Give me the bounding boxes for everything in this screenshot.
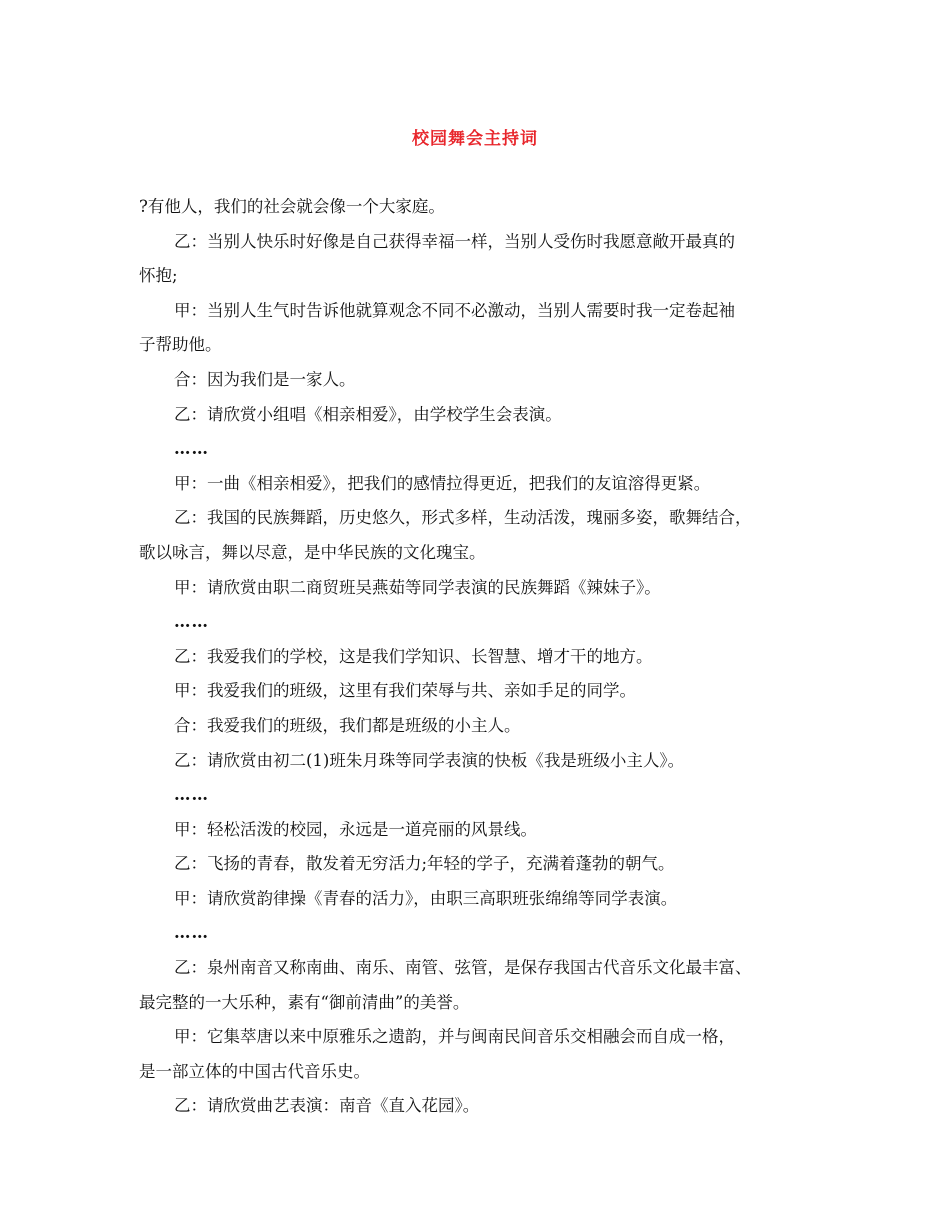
text-line: 甲：我爱我们的班级，这里有我们荣辱与共、亲如手足的同学。 (174, 681, 636, 701)
text-line: 子帮助他。 (139, 335, 222, 355)
ellipsis-line: …… (174, 923, 209, 943)
text-line: 甲：请欣赏韵律操《青春的活力》，由职三高职班张绵绵等同学表演。 (174, 888, 678, 908)
ellipsis-line: …… (174, 439, 209, 459)
text-line: 乙：请欣赏曲艺表演：南音《直入花园》。 (174, 1096, 480, 1116)
text-line: 甲：请欣赏由职二商贸班吴燕茹等同学表演的民族舞蹈《辣妹子》。 (174, 577, 661, 597)
text-line: 合：我爱我们的班级，我们都是班级的小主人。 (174, 715, 521, 735)
document-body (139, 190, 829, 1124)
text-line: 甲：它集萃唐以来中原雅乐之遗韵，并与闽南民间音乐交相融会而自成一格， (174, 1027, 735, 1047)
text-line: 最完整的一大乐种，素有“御前清曲”的美誉。 (139, 992, 470, 1012)
text-line: 甲：当别人生气时告诉他就算观念不同不必激动，当别人需要时我一定卷起袖 (174, 300, 735, 320)
text-line: 乙：我国的民族舞蹈，历史悠久，形式多样，生动活泼，瑰丽多姿，歌舞结合， (174, 508, 752, 528)
text-line: 甲：轻松活泼的校园，永远是一道亮丽的风景线。 (174, 819, 537, 839)
text-line: 乙：请欣赏由初二(1)班朱月珠等同学表演的快板《我是班级小主人》。 (174, 750, 685, 770)
text-line: 乙：当别人快乐时好像是自己获得幸福一样，当别人受伤时我愿意敞开最真的 (174, 231, 735, 251)
text-line: ?有他人，我们的社会就会像一个大家庭。 (139, 197, 445, 216)
text-line: 乙：飞扬的青春，散发着无穷活力;年轻的学子，充满着蓬勃的朝气。 (174, 854, 675, 874)
text-line: 甲：一曲《相亲相爱》，把我们的感情拉得更近，把我们的友谊溶得更紧。 (174, 473, 711, 493)
text-line: 乙：请欣赏小组唱《相亲相爱》，由学校学生会表演。 (174, 404, 562, 424)
text-line: 乙：我爱我们的学校，这是我们学知识、长智慧、增才干的地方。 (174, 646, 653, 666)
text-line: 怀抱; (139, 266, 178, 286)
ellipsis-line: …… (174, 612, 209, 632)
text-line: 合：因为我们是一家人。 (174, 369, 356, 389)
text-line: 乙：泉州南音又称南曲、南乐、南管、弦管，是保存我国古代音乐文化最丰富、 (174, 958, 752, 978)
text-line: 是一部立体的中国古代音乐史。 (139, 1061, 370, 1081)
document-title: 校园舞会主持词 (412, 129, 538, 149)
ellipsis-line: …… (174, 785, 209, 805)
text-line: 歌以咏言，舞以尽意，是中华民族的文化瑰宝。 (139, 542, 486, 562)
